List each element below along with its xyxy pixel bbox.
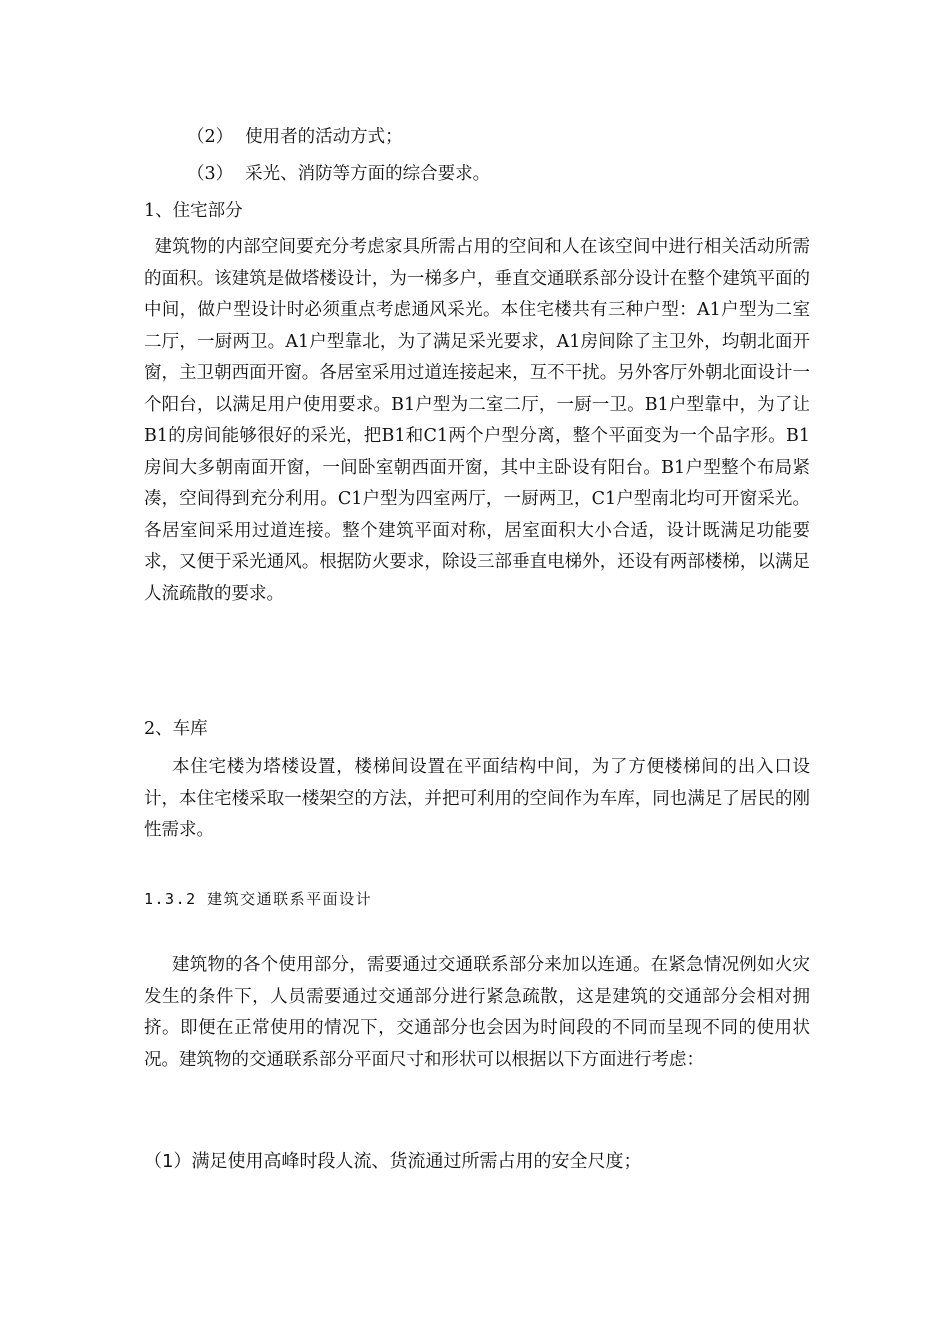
- list-item-number: （2）: [187, 127, 234, 147]
- list-item-1: （1）满足使用高峰时段人流、货流通过所需占用的安全尺度；: [144, 1151, 642, 1172]
- section-heading-residential: 1、住宅部分: [144, 201, 243, 221]
- list-item-2: [0, 126, 950, 148]
- list-item-number: （3）: [187, 164, 234, 184]
- paragraph-residential: 建筑物的内部空间要充分考虑家具所需占用的空间和人在该空间中进行相关活动所需的面积。该建筑是做塔楼设计，为一梯多户，垂直交通联系部分设计在整个建筑平面的中间，做户型设计时必须重点考虑通风采光。本住宅楼共有三种户型：A1户型为二室二厅，一厨两卫。A1户型靠北，为了满足采光要求，A1房间除了主卫外，均朝北面开窗，主卫朝西面开窗。各居室采用过道连接起来，互不干扰。另外客厅外朝北面设计一个阳台，以满足用户使用要求。B1户型为二室二厅，一厨一卫。B1户型靠中，为了让B1的房间能够很好的采光，把B1和C1两个户型分离，整个平面变为一个品字形。B1房间大多朝南面开窗，一间卧室朝西面开窗，其中主卧设有阳台。B1户型整个布局紧凑，空间得到充分利用。C1户型为四室两厅，一厨两卫，C1户型南北均可开窗采光。各居室间采用过道连接。整个建筑平面对称，居室面积大小合适，设计既满足功能要求，又便于采光通风。根据防火要求，除设三部垂直电梯外，还设有两部楼梯，以满足人流疏散的要求。: [144, 237, 810, 604]
- list-item-text: 使用者的活动方式；: [245, 127, 403, 147]
- section-heading-garage: 2、车库: [144, 719, 208, 739]
- list-item-text: 采光、消防等方面的综合要求。: [245, 164, 491, 184]
- paragraph-garage: 本住宅楼为塔楼设置，楼梯间设置在平面结构中间，为了方便楼梯间的出入口设计，本住宅楼采取一楼架空的方法，并把可利用的空间作为车库，同也满足了居民的刚性需求。: [144, 757, 810, 840]
- paragraph-traffic: 建筑物的各个使用部分，需要通过交通联系部分来加以连通。在紧急情况例如火灾发生的条件下，人员需要通过交通部分进行紧急疏散，这是建筑的交通部分会相对拥挤。即便在正常使用的情况下，交通部分也会因为时间段的不同而呈现不同的使用状况。建筑物的交通联系部分平面尺寸和形状可以根据以下方面进行考虑：: [144, 955, 810, 1070]
- section-heading-traffic: 1.3.2 建筑交通联系平面设计: [144, 890, 373, 908]
- list-item-3: [0, 163, 950, 185]
